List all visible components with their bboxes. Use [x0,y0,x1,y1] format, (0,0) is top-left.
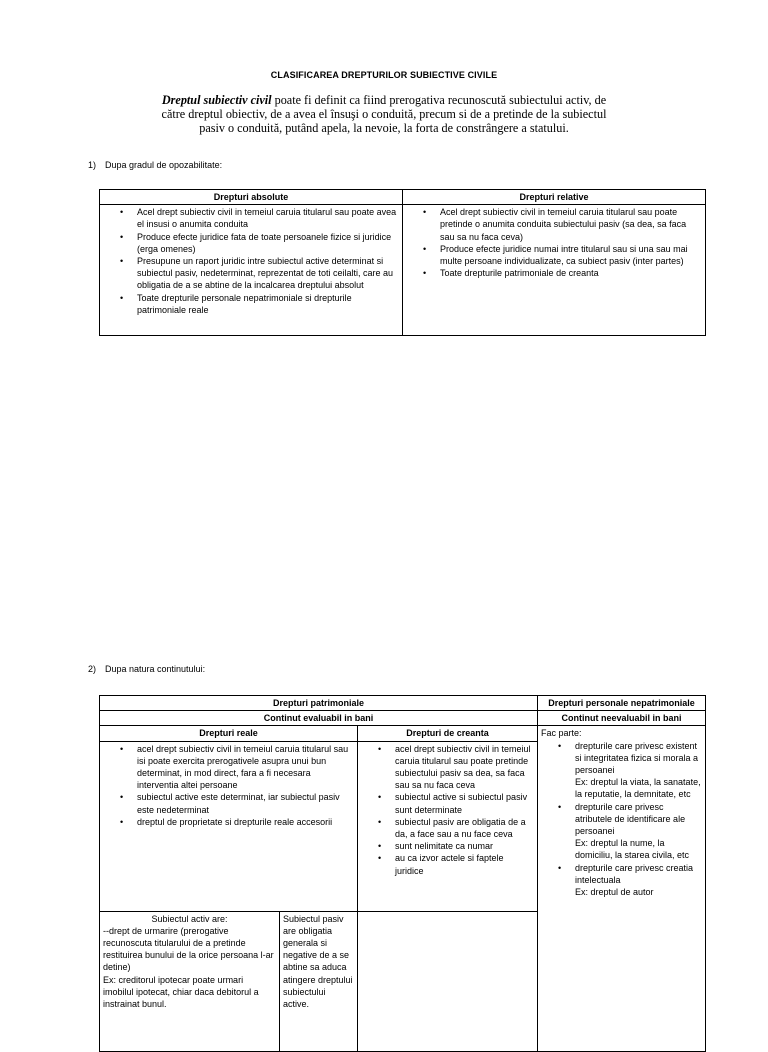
list-item-example: Ex: dreptul la viata, la sanatate, la reputatie, la demnitate, etc [575,777,701,800]
header-drepturi-patrimoniale: Drepturi patrimoniale [100,696,538,711]
section2-heading [88,664,205,674]
empty-cell [358,911,538,1051]
header-continut-neevaluabil: Continut neevaluabil in bani [538,711,706,726]
nepatrimoniale-list [541,740,702,899]
reale-cell [100,741,358,911]
relative-list [406,206,702,279]
list-item-text: drepturile care privesc atributele de identificare ale persoanei [575,801,686,837]
subiect-pasiv-cell [280,911,358,1051]
list-item: • Toate drepturile patrimoniale de creanta [440,267,702,279]
list-item-text: drepturile care privesc creatia intelectuala [575,862,694,885]
list-item [575,740,702,801]
list-item: • Toate drepturile personale nepatrimoniale si drepturile patrimoniale reale [137,292,399,316]
list-item: • sunt nelimitate ca numar [395,840,534,852]
list-item: • subiectul pasiv are obligatia de a da, a face sau a nu face ceva [395,816,534,840]
section1-heading [88,160,222,170]
list-item [575,801,702,862]
list-item: • subiectul active este determinat, iar subiectul pasiv este nedeterminat [137,791,354,815]
table-natura-continutului [99,695,706,1052]
list-item: • acel drept subiectiv civil in temeiul caruia titularul sau isi poate exercita prerogativele asupra unui bun determinat, in mod direct, fara a fi necesara interventia altei persoane [137,743,354,792]
header-continut-evaluabil: Continut evaluabil in bani [100,711,538,726]
document-title: CLASIFICAREA DREPTURILOR SUBIECTIVE CIVILE [270,70,498,80]
list-item-text: drepturile care privesc existent si integritatea fizica si morala a persoanei [575,740,699,776]
list-item: • Acel drept subiectiv civil in temeiul caruia titularul sau poate pretinde o anumita conduita subiectului pasiv (sa dea, sa faca sau sa nu faca ceva) [440,206,702,243]
section2-number: 2) [88,664,97,674]
list-item: • Produce efecte juridice fata de toate persoanele fizice si juridice (erga omenes) [137,231,399,255]
header-drepturi-relative: Drepturi relative [403,190,706,205]
header-drepturi-creanta: Drepturi de creanta [358,726,538,741]
section1-number: 1) [88,160,97,170]
list-item: • acel drept subiectiv civil in temeiul caruia titularul sau poate pretinde subiectului pasiv sa dea, sa faca sau sa nu faca ceva [395,743,534,792]
subiect-pasiv-text: Subiectul pasiv are obligatia generala si negative de a se abtine sa aduca atingere dreptului subiectului active. [283,913,353,1010]
list-item: • Produce efecte juridice numai intre titularul sau si una sau mai multe persoane individualizate, ca subiect pasiv (inter partes) [440,243,702,267]
subiect-activ-header: Subiectul activ are: [151,913,228,924]
creanta-cell [358,741,538,911]
list-item: • Presupune un raport juridic intre subiectul active determinat si subiectul pasiv, nedeterminat, reprezentat de toti ceilalti, care au obligatia de a se abtine de la incalcarea dreptului absolut [137,255,399,292]
reale-list [103,743,354,828]
section1-title: Dupa gradul de opozabilitate: [105,160,223,170]
absolute-cell [100,205,403,336]
table-opozabilitate [99,189,706,336]
list-item-example: Ex: dreptul la nume, la domiciliu, la starea civila, etc [575,838,690,861]
header-drepturi-nepatrimoniale: Drepturi personale nepatrimoniale [538,696,706,711]
section2-title: Dupa natura continutului: [105,664,206,674]
subiect-activ-cell [100,911,280,1051]
creanta-list [361,743,534,877]
list-item: • Acel drept subiectiv civil in temeiul caruia titularul sau poate avea el insusi o anumita conduita [137,206,399,230]
fac-parte-label: Fac parte: [541,728,582,739]
list-item-example: Ex: dreptul de autor [575,887,654,898]
intro-term: Dreptul subiectiv civil [161,93,272,107]
list-item: • au ca izvor actele si faptele juridice [395,852,534,876]
subiect-activ-example: Ex: creditorul ipotecar poate urmari imobilul ipotecat, chiar daca debitorul a instrainat bunul. [103,974,259,1010]
relative-cell [403,205,706,336]
list-item: • subiectul active si subiectul pasiv sunt determinate [395,791,534,815]
nepatrimoniale-cell [538,726,706,1051]
header-drepturi-absolute: Drepturi absolute [100,190,403,205]
list-item: • dreptul de proprietate si drepturile reale accesorii [137,816,354,828]
subiect-activ-text: --drept de urmarire (prerogative recunoscuta titularului de a pretinde restituirea bunului de la orice persoana l-ar detine) [103,925,274,973]
absolute-list [103,206,399,316]
header-drepturi-reale: Drepturi reale [100,726,358,741]
intro-text: poate fi definit ca fiind prerogativa recunoscută subiectului activ, de către dreptul obiectiv, de a avea el însuşi o conduită, precum si de a pretinde de la subiectul pasiv o conduită, putând apela, la nevoie, la forta de constrângere a statului. [161,93,607,135]
list-item [575,862,702,899]
intro-paragraph [160,93,608,135]
